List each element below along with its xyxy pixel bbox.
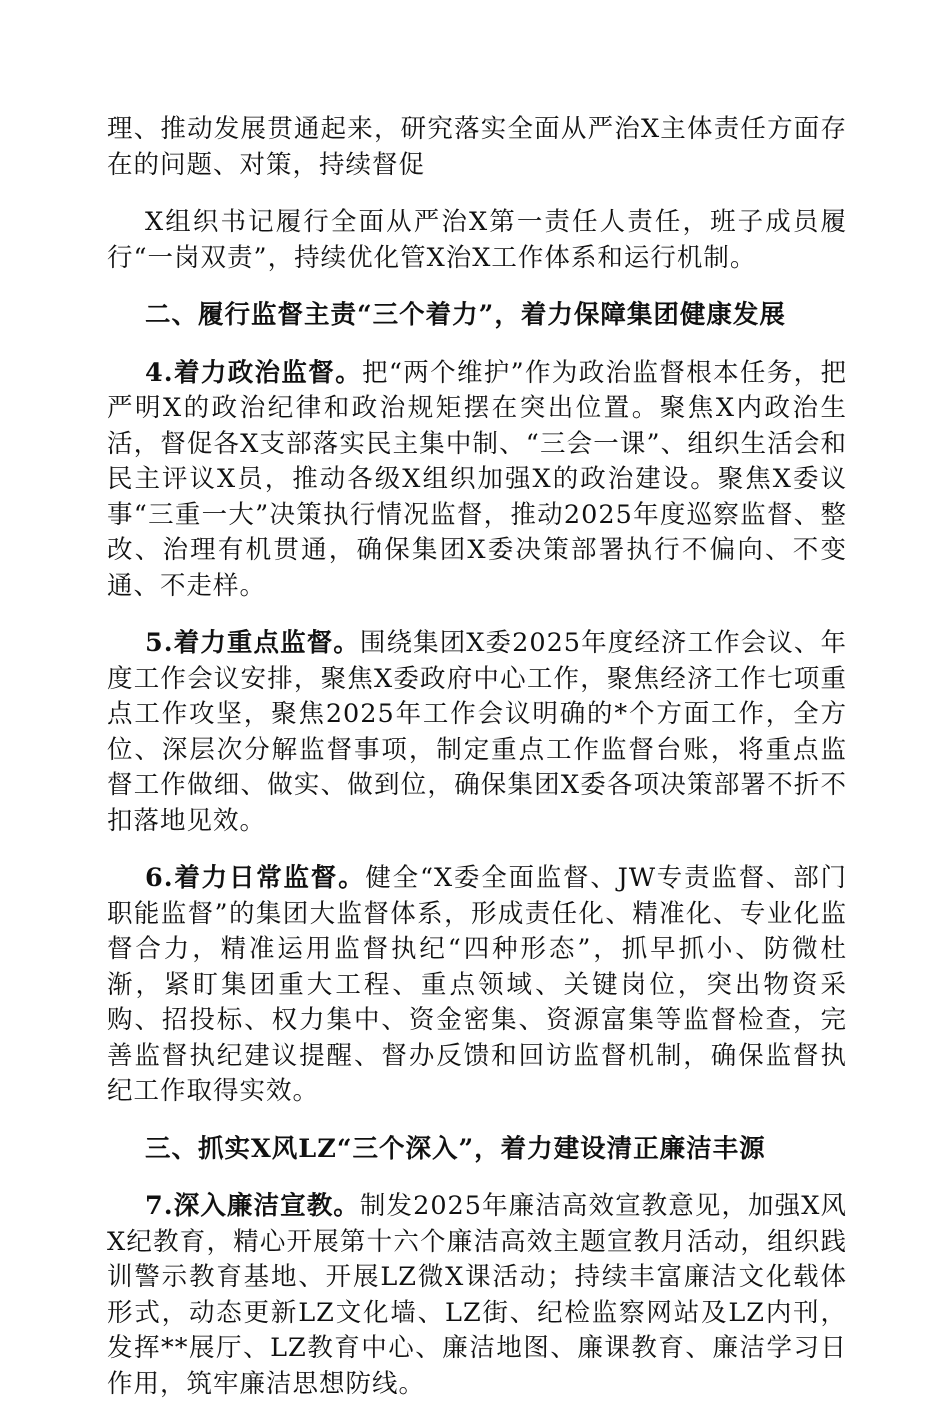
document-page xyxy=(107,112,847,1424)
paragraph-integrity-education xyxy=(107,1189,847,1402)
item-4-body: 把“两个维护”作为政治监督根本任务，把严明X的政治纪律和政治规矩摆在突出位置。聚焦X内政治生活，督促各X支部落实民主集中制、“三会一课”、组织生活会和民主评议X员，推动各级X组织加强X的政治建设。聚焦X委议事“三重一大”决策执行情况监督，推动2025年度巡察监督、整改、治理有机贯通，确保集团X委决策部署执行不偏向、不变通、不走样。 xyxy=(107,357,847,601)
section-heading-three: 三、抓实X风LZ“三个深入”，着力建设清正廉洁丰源 xyxy=(145,1133,766,1164)
item-7-body: 制发2025年廉洁高效宣教意见，加强X风X纪教育，精心开展第十六个廉洁高效主题宣教月活动，组织践训警示教育基地、开展LZ微X课活动；持续丰富廉洁文化载体形式，动态更新LZ文化墙、LZ街、纪检监察网站及LZ内刊，发挥**展厅、LZ教育中心、廉洁地图、廉课教育、廉洁学习日作用，筑牢廉洁思想防线。 xyxy=(107,1191,847,1399)
paragraph-political-supervision xyxy=(107,356,847,605)
paragraph-continuation: 理、推动发展贯通起来，研究落实全面从严治X主体责任方面存在的问题、对策，持续督促 xyxy=(107,114,847,180)
item-7-title: 7.深入廉洁宣教。 xyxy=(145,1191,360,1221)
item-4-title: 4.着力政治监督。 xyxy=(145,357,362,388)
section-heading-two: 二、履行监督主责“三个着力”，着力保障集团健康发展 xyxy=(145,300,786,330)
paragraph-organization-secretary: X组织书记履行全面从严治X第一责任人责任，班子成员履行“一岗双责”，持续优化管X治X工作体系和运行机制。 xyxy=(107,207,847,273)
paragraph-key-supervision xyxy=(107,626,847,839)
item-5-body: 围绕集团X委2025年度经济工作会议、年度工作会议安排，聚焦X委政府中心工作，聚焦经济工作七项重点工作攻坚，聚焦2025年工作会议明确的*个方面工作，全方位、深层次分解监督事项，制定重点工作监督台账，将重点监督工作做细、做实、做到位，确保集团X委各项决策部署不折不扣落地见效。 xyxy=(107,628,847,836)
paragraph-daily-supervision xyxy=(107,861,847,1110)
item-6-body: 健全“X委全面监督、JW专责监督、部门职能监督”的集团大监督体系，形成责任化、精准化、专业化监督合力，精准运用监督执纪“四种形态”，抓早抓小、防微杜渐，紧盯集团重大工程、重点领域、关键岗位，突出物资采购、招投标、权力集中、资金密集、资源富集等监督检查，完善监督执纪建议提醒、督办反馈和回访监督机制，确保监督执纪工作取得实效。 xyxy=(107,863,847,1106)
item-5-title: 5.着力重点监督。 xyxy=(145,628,360,658)
item-6-title: 6.着力日常监督。 xyxy=(145,863,366,893)
